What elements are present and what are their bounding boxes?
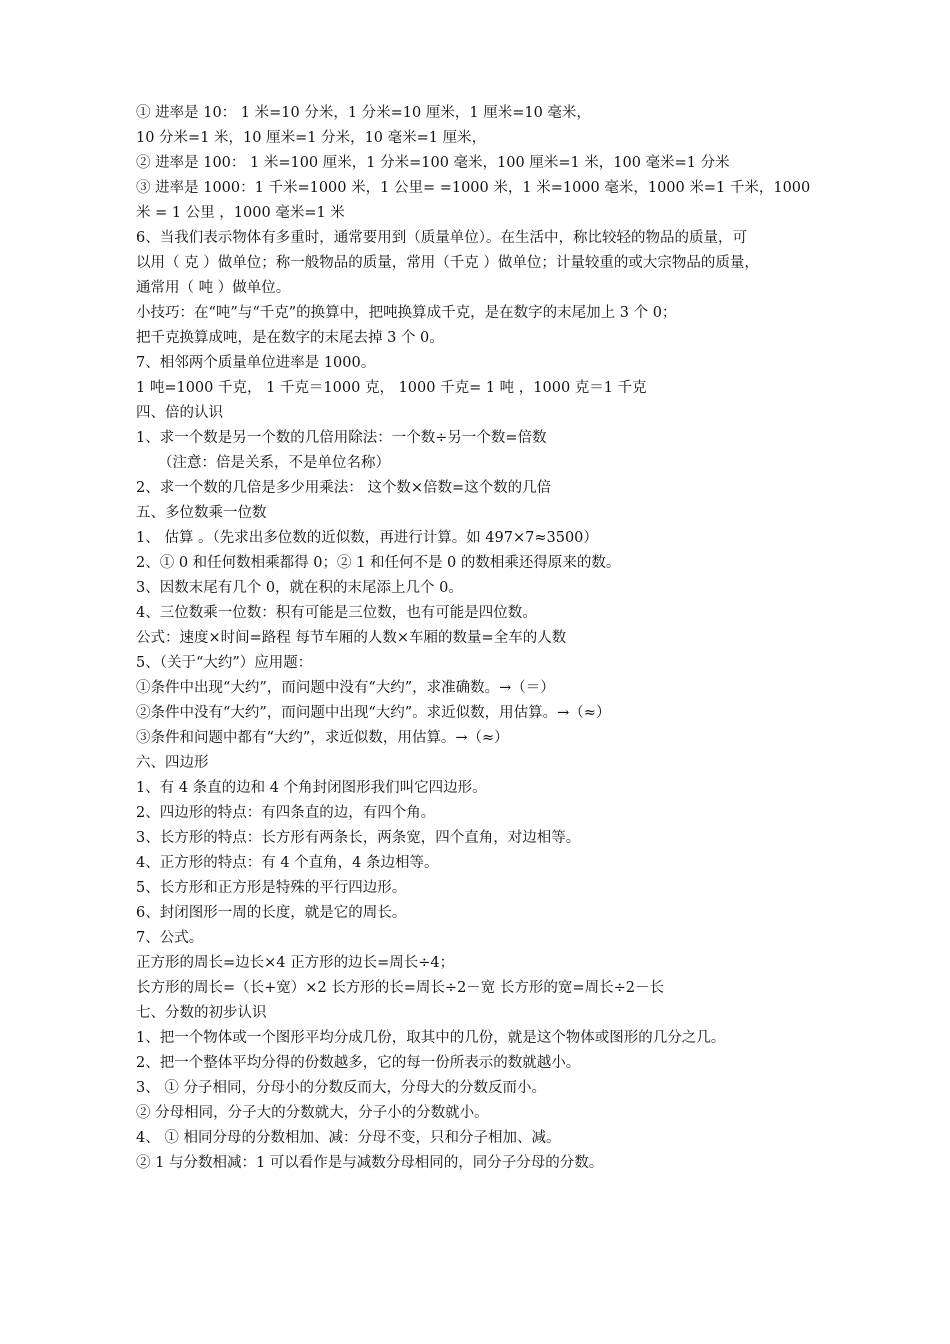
text-line: 6、当我们表示物体有多重时，通常要用到（质量单位）。在生活中，称比较轻的物品的质量，可 [136,230,747,246]
text-line: 长方形的周长=（长+宽）×2 长方形的长=周长÷2－宽 长方形的宽=周长÷2－长 [136,980,664,996]
text-line: 正方形的周长=边长×4 正方形的边长=周长÷4； [136,955,455,971]
text-line: （注意：倍是关系，不是单位名称） [158,455,390,471]
text-line: 1、有 4 条直的边和 4 个角封闭图形我们叫它四边形。 [136,780,487,796]
text-line: 4、正方形的特点：有 4 个直角，4 条边相等。 [136,855,439,871]
text-line: 5、（关于“大约”）应用题： [136,655,313,671]
text-line: ①条件中出现“大约”，而问题中没有“大约”，求准确数。→（＝） [136,680,555,696]
text-line: 2、① 0 和任何数相乘都得 0；② 1 和任何不是 0 的数相乘还得原来的数。 [136,555,621,571]
text-line: ③条件和问题中都有“大约”，求近似数，用估算。→（≈） [136,730,509,746]
section-heading: 四、倍的认识 [136,405,223,421]
text-line: 3、长方形的特点：长方形有两条长，两条宽，四个直角，对边相等。 [136,830,581,846]
text-line: 5、长方形和正方形是特殊的平行四边形。 [136,880,407,896]
text-line: 米 = 1 公里 ，1000 毫米=1 米 [136,205,345,221]
text-line: 7、公式。 [136,930,204,946]
section-heading: 七、分数的初步认识 [136,1005,267,1021]
text-line: 2、求一个数的几倍是多少用乘法： 这个数×倍数=这个数的几倍 [136,480,552,496]
section-heading: 六、四边形 [136,755,209,771]
text-line: 1 吨=1000 千克， 1 千克＝1000 克， 1000 千克= 1 吨 ，1000 克＝1 千克 [136,380,647,396]
text-line: 2、把一个整体平均分得的份数越多，它的每一份所表示的数就越小。 [136,1055,581,1071]
text-line: ③ 进率是 1000：1 千米=1000 米，1 公里= =1000 米，1 米=1000 毫米，1000 米=1 千米，1000 [136,180,811,196]
text-line: 4、 ① 相同分母的分数相加、减：分母不变，只和分子相加、减。 [136,1130,561,1146]
text-line: 1、求一个数是另一个数的几倍用除法：一个数÷另一个数=倍数 [136,430,547,446]
text-line: 3、因数末尾有几个 0，就在积的末尾添上几个 0。 [136,580,463,596]
section-heading: 五、多位数乘一位数 [136,505,267,521]
text-line: 通常用（ 吨 ）做单位。 [136,280,291,296]
text-line: 1、把一个物体或一个图形平均分成几份，取其中的几份，就是这个物体或图形的几分之几。 [136,1030,726,1046]
text-line: ① 进率是 10： 1 米=10 分米，1 分米=10 厘米，1 厘米=10 毫米， [136,105,591,121]
text-line: 把千克换算成吨，是在数字的末尾去掉 3 个 0。 [136,330,444,346]
text-line: 7、相邻两个质量单位进率是 1000。 [136,355,376,371]
text-line: 以用（ 克 ）做单位；称一般物品的质量，常用（千克 ）做单位；计量较重的或大宗物品的质量， [136,255,759,271]
text-line: ② 1 与分数相减：1 可以看作是与减数分母相同的，同分子分母的分数。 [136,1155,604,1171]
text-line: ②条件中没有“大约”，而问题中出现“大约”。求近似数，用估算。→（≈） [136,705,611,721]
text-line: 4、三位数乘一位数：积有可能是三位数，也有可能是四位数。 [136,605,537,621]
text-line: 10 分米=1 米，10 厘米=1 分米，10 毫米=1 厘米， [136,130,487,146]
text-line: ② 分母相同，分子大的分数就大，分子小的分数就小。 [136,1105,489,1121]
text-line: 公式：速度×时间=路程 每节车厢的人数×车厢的数量=全车的人数 [136,630,567,646]
text-line: 3、 ① 分子相同，分母小的分数反而大，分母大的分数反而小。 [136,1080,546,1096]
text-line: 小技巧：在“吨”与“千克”的换算中，把吨换算成千克，是在数字的末尾加上 3 个 0； [136,305,677,321]
text-line: 2、四边形的特点：有四条直的边，有四个角。 [136,805,436,821]
text-line: ② 进率是 100： 1 米=100 厘米，1 分米=100 毫米，100 厘米=1 米，100 毫米=1 分米 [136,155,730,171]
text-line: 1、 估算 。（先求出多位数的近似数，再进行计算。如 497×7≈3500） [136,530,598,546]
text-line: 6、封闭图形一周的长度，就是它的周长。 [136,905,407,921]
